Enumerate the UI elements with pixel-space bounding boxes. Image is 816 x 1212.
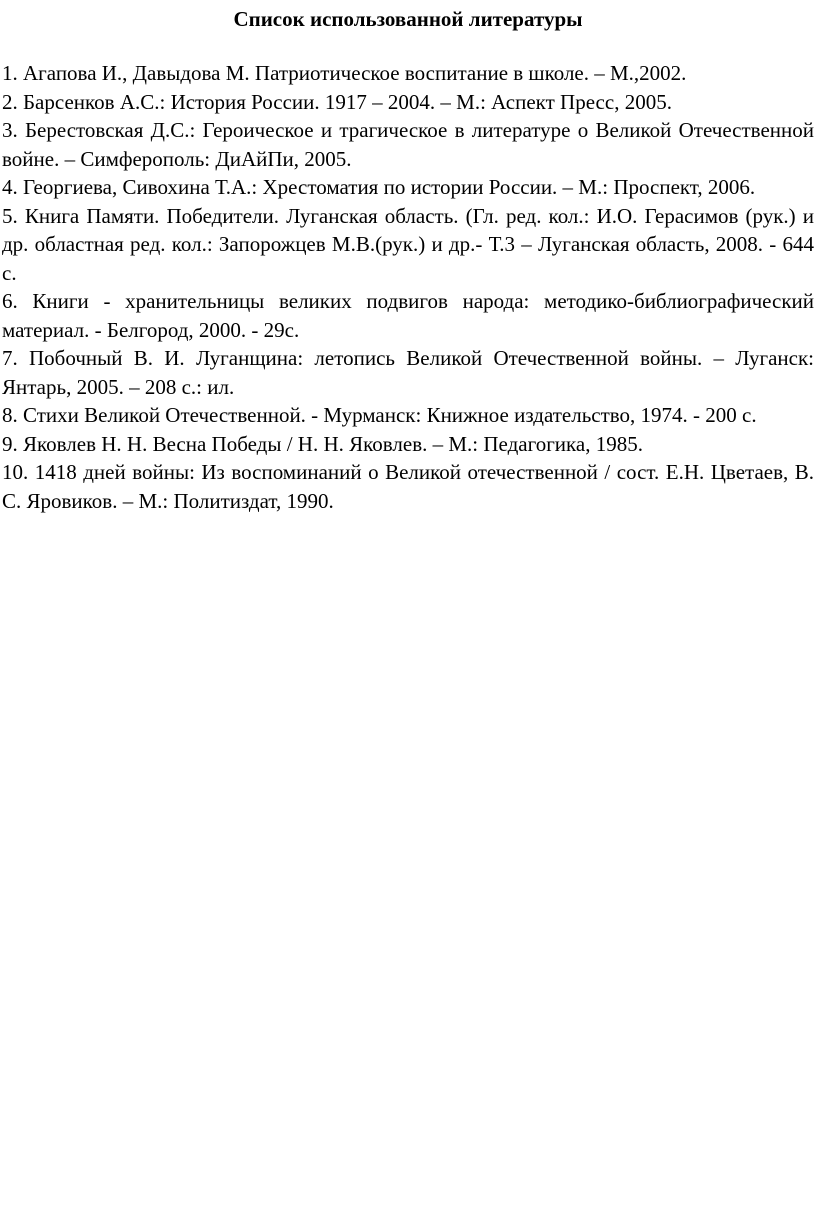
document-title: Список использованной литературы	[233, 7, 583, 31]
document-page	[0, 2, 816, 1212]
reference-item-3: 3. Берестовская Д.С.: Героическое и трагическое в литературе о Великой Отечественной войне. – Симферополь: ДиАйПи, 2005.	[2, 118, 814, 171]
reference-item-1: 1. Агапова И., Давыдова М. Патриотическое воспитание в школе. – М.,2002.	[2, 61, 687, 85]
reference-item-10: 10. 1418 дней войны: Из воспоминаний о Великой отечественной / сост. Е.Н. Цветаев, В. С. Яровиков. – М.: Политиздат, 1990.	[2, 460, 814, 513]
reference-item-6: 6. Книги - хранительницы великих подвигов народа: методико-библиографический материал. - Белгород, 2000. - 29с.	[2, 289, 814, 342]
reference-item-7: 7. Побочный В. И. Луганщина: летопись Великой Отечественной войны. – Луганск: Янтарь, 2005. – 208 с.: ил.	[2, 346, 814, 399]
reference-item-5: 5. Книга Памяти. Победители. Луганская область. (Гл. ред. кол.: И.О. Герасимов (рук.) и др. областная ред. кол.: Запорожцев М.В.(рук.) и др.- Т.3 – Луганская область, 2008. - 644 с.	[2, 203, 814, 285]
title-spacer	[2, 34, 814, 59]
reference-item-2: 2. Барсенков А.С.: История России. 1917 – 2004. – М.: Аспект Пресс, 2005.	[2, 89, 672, 114]
reference-list	[2, 59, 814, 515]
reference-item-8: 8. Стихи Великой Отечественной. - Мурманск: Книжное издательство, 1974. - 200 с.	[2, 403, 757, 427]
reference-item-9: 9. Яковлев Н. Н. Весна Победы / Н. Н. Яковлев. – М.: Педагогика, 1985.	[2, 431, 644, 456]
reference-item-4: 4. Георгиева, Сивохина Т.А.: Хрестоматия по истории России. – М.: Проспект, 2006.	[2, 175, 756, 199]
